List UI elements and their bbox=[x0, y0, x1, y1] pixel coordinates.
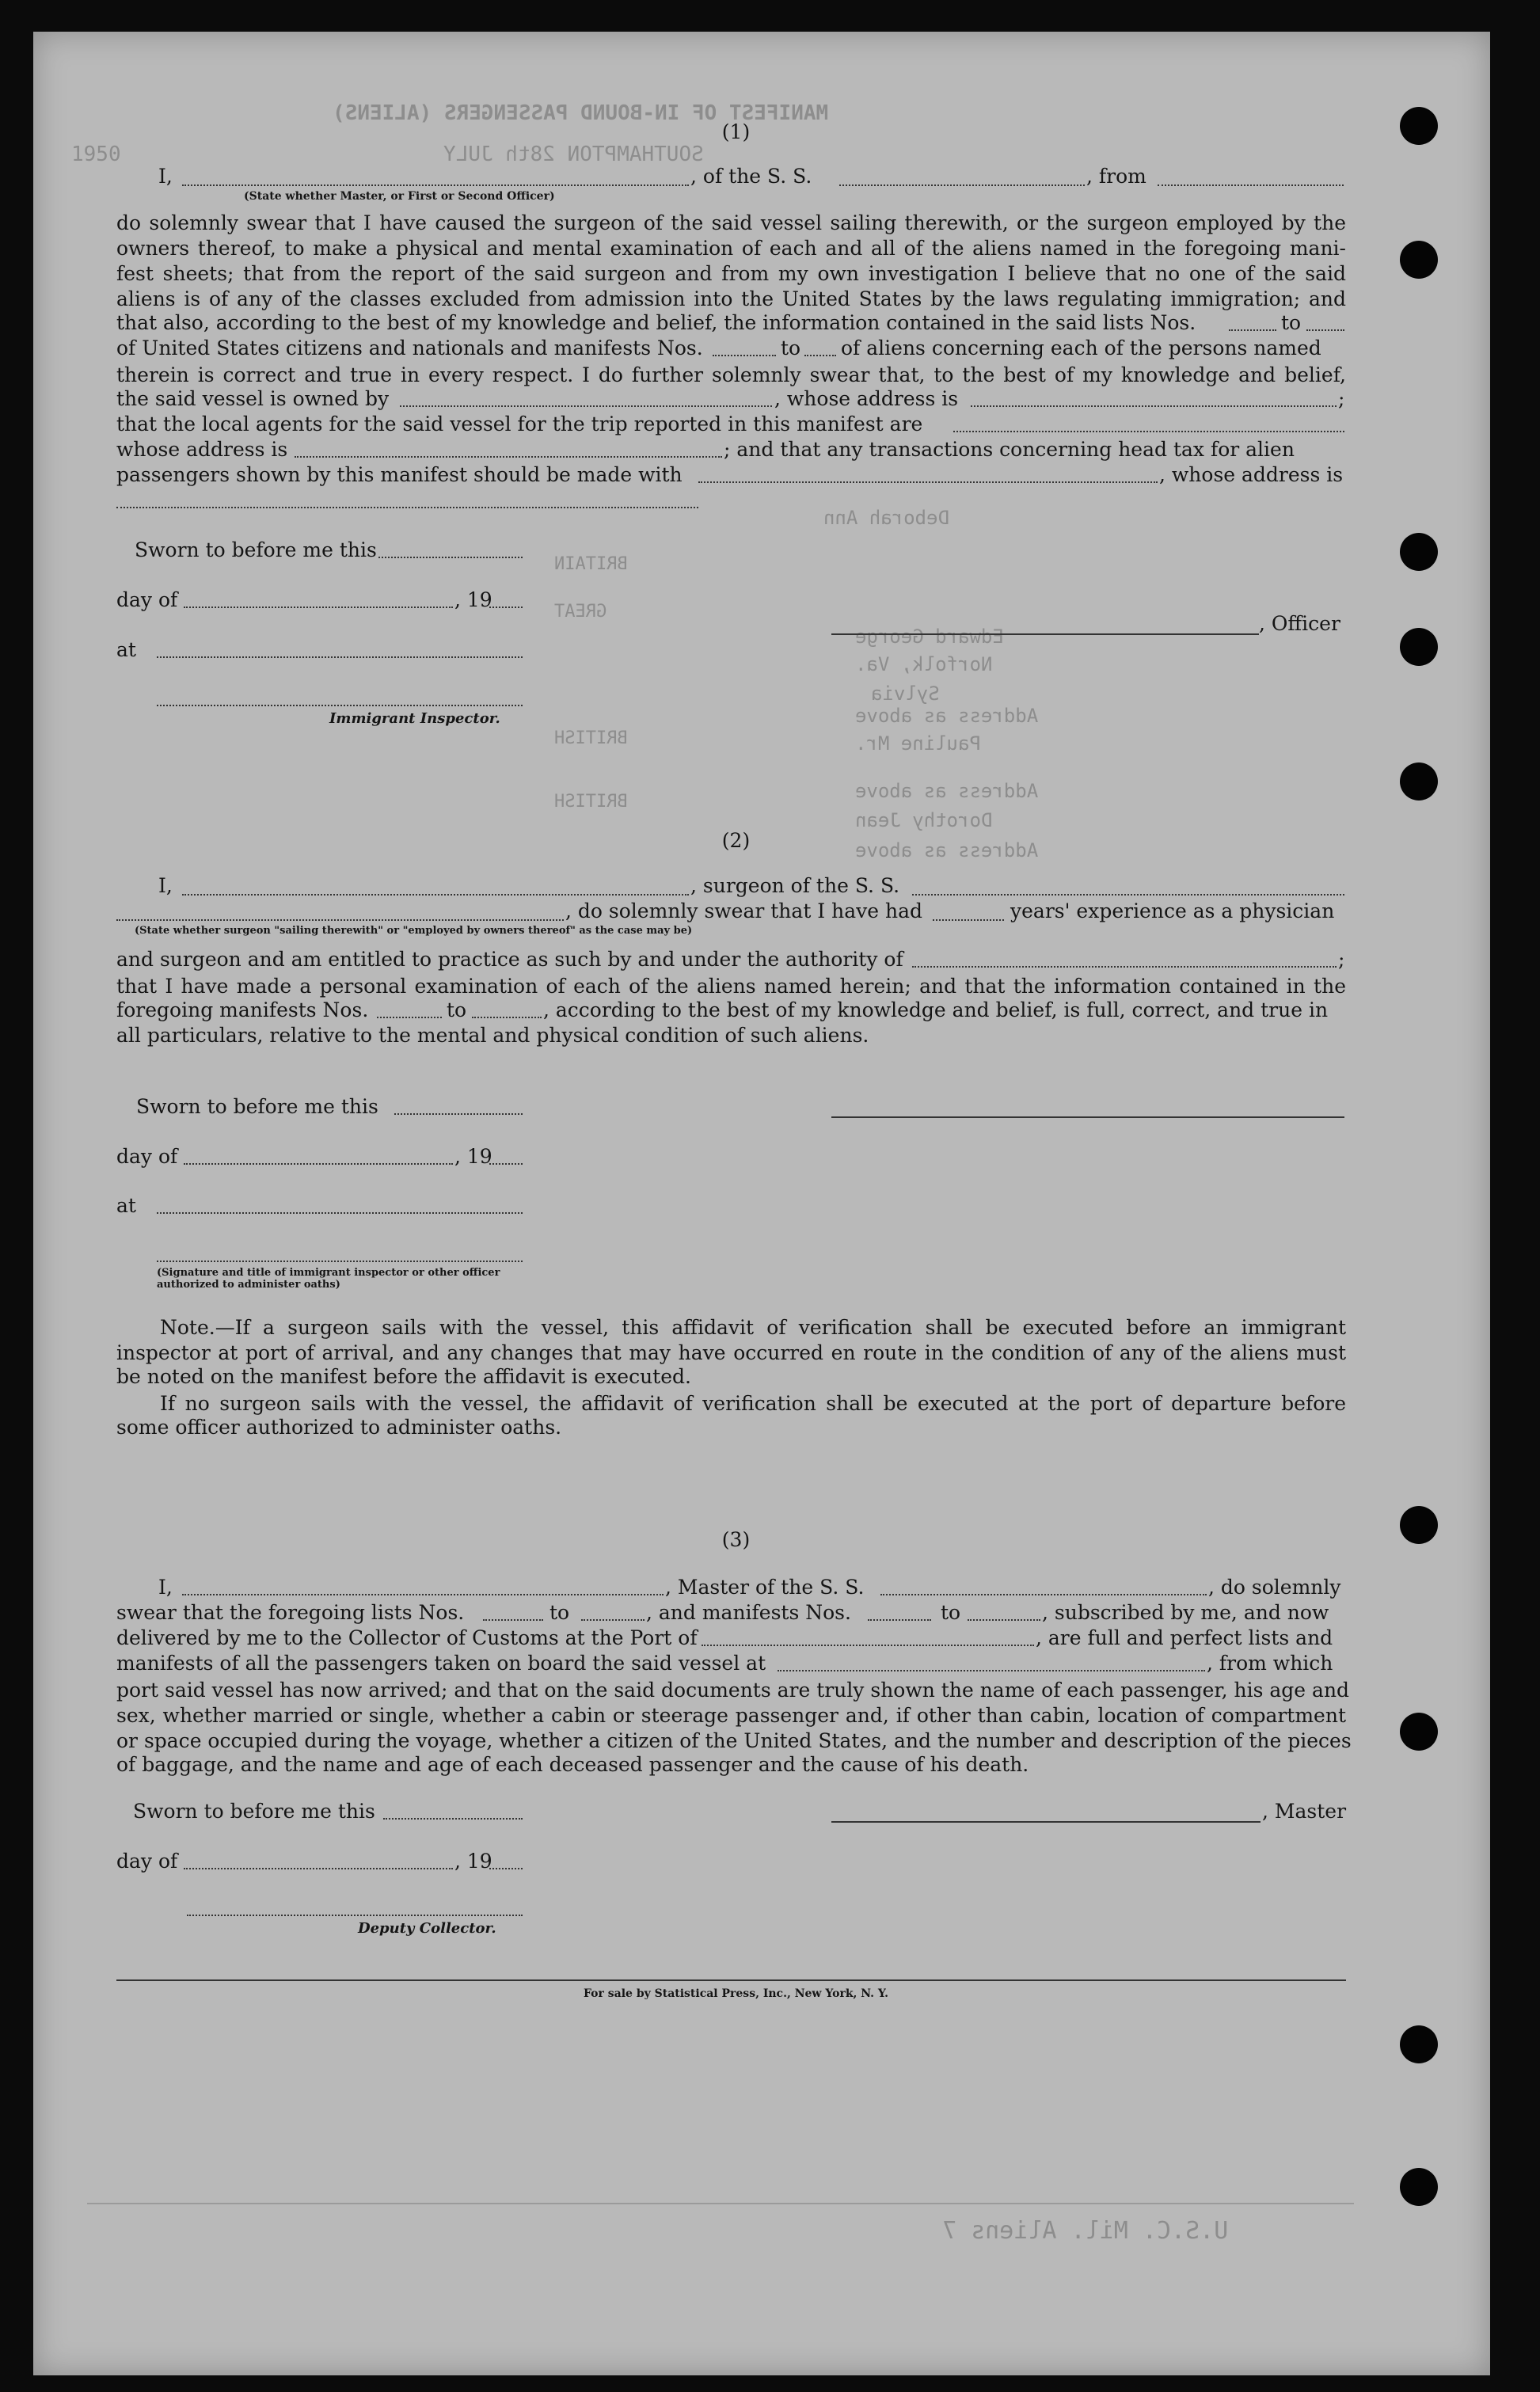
at-label: at bbox=[116, 638, 136, 661]
note-label: Note. bbox=[160, 1316, 215, 1339]
section-1-text-line: that also, according to the best of my knowledge and belief, the information contained in the said lists Nos. bbox=[116, 311, 1196, 334]
footer-rule bbox=[116, 1979, 1346, 1981]
nineteen-label: , 19 bbox=[454, 1850, 492, 1873]
surgeon-manifests-to-blank[interactable] bbox=[472, 1017, 542, 1018]
section-3-text-line: port said vessel has now arrived; and that on the said documents are truly shown the name of each passenger, his age and bbox=[116, 1679, 1350, 1702]
section-3-number: (3) bbox=[721, 1528, 751, 1551]
surgeon-signature-line[interactable] bbox=[831, 1116, 1344, 1118]
punch-hole bbox=[1400, 628, 1438, 666]
bleed-through-port: SOUTHAMPTON 28th JULY bbox=[443, 143, 704, 166]
bleed-through-name: Dorothy Jean bbox=[855, 809, 993, 831]
section-1-text-line: the said vessel is owned by bbox=[116, 387, 390, 410]
section-1-text-line: owners thereof, to make a physical and mental examination of each and all of the aliens named in the foregoing mani- bbox=[116, 237, 1346, 260]
section-3-text-line: sex, whether married or single, whether a cabin or steerage passenger and, if other than cabin, location of compartment bbox=[116, 1704, 1346, 1727]
surgeon-vessel-blank[interactable] bbox=[912, 894, 1344, 896]
section-2-i: I, bbox=[158, 874, 173, 897]
inspector-caption: Immigrant Inspector. bbox=[329, 710, 500, 727]
year-blank[interactable] bbox=[489, 607, 523, 608]
section-1-text-line: passengers shown by this manifest should be made with bbox=[116, 463, 683, 486]
to-label: to bbox=[941, 1601, 961, 1624]
at-blank[interactable] bbox=[157, 656, 523, 658]
semicolon: ; bbox=[1338, 387, 1345, 410]
sworn-day-blank[interactable] bbox=[378, 557, 523, 558]
master-name-blank[interactable] bbox=[182, 1594, 664, 1595]
day-of-blank[interactable] bbox=[184, 607, 453, 608]
from-port-blank[interactable] bbox=[1158, 184, 1344, 186]
surgeon-of-label: , surgeon of the S. S. bbox=[690, 874, 900, 897]
year-blank[interactable] bbox=[489, 1163, 523, 1165]
section-3-text-line: or space occupied during the voyage, whether a citizen of the United States, and the number and description of the pieces bbox=[116, 1729, 1352, 1752]
to-label: to bbox=[447, 998, 467, 1021]
port-blank[interactable] bbox=[702, 1645, 1034, 1646]
printer-footer: For sale by Statistical Press, Inc., New York, N. Y. bbox=[584, 1987, 888, 2000]
manifests-from-blank[interactable] bbox=[713, 355, 776, 356]
punch-hole bbox=[1400, 2025, 1438, 2063]
whose-address-end-label: , whose address is bbox=[1159, 463, 1344, 486]
boarding-port-blank[interactable] bbox=[778, 1670, 1205, 1671]
bleed-through-header: MANIFEST OF IN-BOUND PASSENGERS (ALIENS) bbox=[333, 101, 829, 125]
bleed-through-name: Address as above bbox=[855, 780, 1039, 802]
section-1-text-line: aliens is of any of the classes excluded from admission into the United States by the laws regulating immigration; and bbox=[116, 287, 1346, 310]
at-label: at bbox=[116, 1194, 136, 1217]
to-label: to bbox=[549, 1601, 570, 1624]
collector-caption: Deputy Collector. bbox=[358, 1920, 496, 1937]
punch-hole bbox=[1400, 241, 1438, 279]
bleed-through-name: Norfolk, Va. bbox=[855, 653, 993, 675]
day-of-label: day of bbox=[116, 1145, 178, 1168]
bleed-through-name: Sylvia bbox=[871, 683, 940, 705]
subscribed-label: , subscribed by me, and now bbox=[1042, 1601, 1329, 1624]
section-1-text-line: therein is correct and true in every respect. I do further solemnly swear that, to the best of my knowledge and belief, bbox=[116, 363, 1346, 386]
semicolon: ; bbox=[1338, 948, 1345, 971]
bleed-through-code: BRITISH bbox=[554, 792, 628, 812]
to-label: to bbox=[1281, 311, 1302, 334]
punch-hole bbox=[1400, 533, 1438, 571]
section-2-text-line: all particulars, relative to the mental and physical condition of such aliens. bbox=[116, 1024, 869, 1047]
note-line: inspector at port of arrival, and any changes that may have occurred en route in the condition of any of the aliens must bbox=[116, 1341, 1346, 1364]
lists-to-blank[interactable] bbox=[581, 1619, 645, 1621]
manifests-from-blank[interactable] bbox=[868, 1619, 931, 1621]
bleed-through-year: 1950 bbox=[71, 143, 121, 166]
collector-signature-line[interactable] bbox=[187, 1915, 523, 1916]
vessel-name-blank[interactable] bbox=[880, 1594, 1207, 1595]
section-1-i: I, bbox=[158, 165, 173, 188]
punch-hole bbox=[1400, 1713, 1438, 1751]
bleed-through-code: GREAT bbox=[554, 602, 607, 622]
role-note: (State whether Master, or First or Second Officer) bbox=[244, 190, 555, 203]
bleed-through-name: Address as above bbox=[855, 839, 1039, 861]
section-2-number: (2) bbox=[721, 829, 751, 852]
year-blank[interactable] bbox=[489, 1868, 523, 1869]
section-1-text-line: that the local agents for the said vessel for the trip reported in this manifest are bbox=[116, 413, 923, 435]
section-1-number: (1) bbox=[721, 120, 751, 143]
from-which-label: , from which bbox=[1207, 1652, 1333, 1675]
note-line: be noted on the manifest before the affidavit is executed. bbox=[116, 1365, 691, 1388]
lists-to-blank[interactable] bbox=[1306, 329, 1344, 331]
surgeon-role-note: (State whether surgeon "sailing therewith" or "employed by owners thereof" as the case may be) bbox=[135, 925, 693, 937]
section-1-text-line: of United States citizens and nationals and manifests Nos. bbox=[116, 337, 703, 359]
section-3-i: I, bbox=[158, 1576, 173, 1599]
sworn-label: Sworn to before me this bbox=[135, 538, 377, 561]
swear-had-label: , do solemnly swear that I have had bbox=[565, 899, 923, 922]
sworn-day-blank[interactable] bbox=[383, 1818, 523, 1820]
section-3-text-line: of baggage, and the name and age of each deceased passenger and the cause of his death. bbox=[116, 1753, 1029, 1776]
section-1-text-line: whose address is bbox=[116, 438, 288, 461]
head-tax-contact-blank[interactable] bbox=[698, 481, 1158, 483]
nineteen-label: , 19 bbox=[454, 1145, 492, 1168]
sworn-label: Sworn to before me this bbox=[133, 1800, 375, 1823]
years-blank[interactable] bbox=[933, 919, 1004, 921]
owner-blank[interactable] bbox=[400, 405, 772, 407]
agents-blank[interactable] bbox=[953, 431, 1344, 432]
inspector-signature-line[interactable] bbox=[157, 705, 523, 706]
full-perfect-label: , are full and perfect lists and bbox=[1036, 1626, 1333, 1649]
master-of-label: , Master of the S. S. bbox=[665, 1576, 865, 1599]
and-manifests-label: , and manifests Nos. bbox=[646, 1601, 851, 1624]
bleed-through-name: Pauline Mr. bbox=[855, 732, 981, 755]
section-3-line-4: manifests of all the passengers taken on board the said vessel at bbox=[116, 1652, 766, 1675]
bleed-through-name: Edward George bbox=[855, 626, 1004, 648]
master-signature-line[interactable] bbox=[831, 1821, 1261, 1823]
note-text: —If a surgeon sails with the vessel, this affidavit of verification shall be executed before an immigrant bbox=[215, 1316, 1346, 1339]
lists-from-blank[interactable] bbox=[1229, 329, 1276, 331]
bleed-through-bottom: U.S.C. Mil. Aliens 7 bbox=[942, 2217, 1229, 2245]
surgeon-name-blank[interactable] bbox=[182, 894, 689, 896]
agents-address-blank[interactable] bbox=[295, 456, 722, 458]
according-label: , according to the best of my knowledge and belief, is full, correct, and true in bbox=[543, 998, 1329, 1021]
whose-address-label: , whose address is bbox=[774, 387, 959, 410]
of-aliens-label: of aliens concerning each of the persons named bbox=[841, 337, 1321, 359]
sworn-day-blank[interactable] bbox=[394, 1113, 523, 1115]
inspector-signature-line[interactable] bbox=[157, 1261, 523, 1262]
bleed-through-name: Deborah Ann bbox=[823, 507, 949, 529]
signature-caption: (Signature and title of immigrant inspector or other officer authorized to administer oaths) bbox=[157, 1267, 500, 1291]
section-2-text-line: and surgeon and am entitled to practice as such by and under the authority of bbox=[116, 948, 903, 971]
lists-from-blank[interactable] bbox=[483, 1619, 543, 1621]
section-2-text-line: foregoing manifests Nos. bbox=[116, 998, 369, 1021]
section-1-text-line: do solemnly swear that I have caused the surgeon of the said vessel sailing therewith, or the surgeon employed by the bbox=[116, 211, 1346, 234]
master-label: , Master bbox=[1262, 1800, 1347, 1823]
owner-address-blank[interactable] bbox=[971, 405, 1337, 407]
manifests-to-blank[interactable] bbox=[968, 1619, 1040, 1621]
bleed-through-code: BRITAIN bbox=[554, 554, 628, 574]
punch-hole bbox=[1400, 762, 1438, 801]
nineteen-label: , 19 bbox=[454, 588, 492, 611]
vessel-name-blank[interactable] bbox=[839, 184, 1085, 186]
note-line: some officer authorized to administer oaths. bbox=[116, 1416, 562, 1439]
punch-hole bbox=[1400, 2168, 1438, 2206]
at-blank[interactable] bbox=[157, 1212, 523, 1214]
head-tax-label: ; and that any transactions concerning head tax for alien bbox=[724, 438, 1295, 461]
day-of-blank[interactable] bbox=[184, 1868, 453, 1869]
day-of-label: day of bbox=[116, 1850, 178, 1873]
bleed-through-name: Address as above bbox=[855, 705, 1039, 727]
of-the-ss-label: , of the S. S. bbox=[690, 165, 812, 188]
years-experience-label: years' experience as a physician bbox=[1010, 899, 1335, 922]
manifests-to-blank[interactable] bbox=[804, 355, 836, 356]
section-2-text-line: that I have made a personal examination of each of the aliens named herein; and that the information contained in the bbox=[116, 975, 1346, 998]
from-label: , from bbox=[1086, 165, 1146, 188]
head-tax-address-blank[interactable] bbox=[116, 507, 698, 508]
section-1-text-line: fest sheets; that from the report of the said surgeon and from my own investigation I believe that no one of the said bbox=[116, 262, 1346, 285]
do-solemnly-label: , do solemnly bbox=[1208, 1576, 1341, 1599]
officer-signature-line[interactable] bbox=[831, 633, 1259, 635]
officer-label: , Officer bbox=[1259, 612, 1340, 635]
day-of-blank[interactable] bbox=[184, 1163, 453, 1165]
master-name-blank[interactable] bbox=[182, 184, 689, 186]
section-3-line-2: swear that the foregoing lists Nos. bbox=[116, 1601, 465, 1624]
day-of-label: day of bbox=[116, 588, 178, 611]
bleed-through-code: BRITISH bbox=[554, 728, 628, 748]
note-line: If no surgeon sails with the vessel, the affidavit of verification shall be executed at the port of departure before bbox=[160, 1392, 1346, 1415]
authority-blank[interactable] bbox=[912, 966, 1337, 968]
note-line bbox=[116, 1314, 1346, 1341]
bleed-through-rule bbox=[87, 2203, 1354, 2204]
to-label: to bbox=[781, 337, 801, 359]
surgeon-role-blank[interactable] bbox=[116, 919, 564, 921]
section-3-line-3: delivered by me to the Collector of Customs at the Port of bbox=[116, 1626, 698, 1649]
surgeon-manifests-from-blank[interactable] bbox=[377, 1017, 442, 1018]
sworn-label: Sworn to before me this bbox=[136, 1095, 378, 1118]
